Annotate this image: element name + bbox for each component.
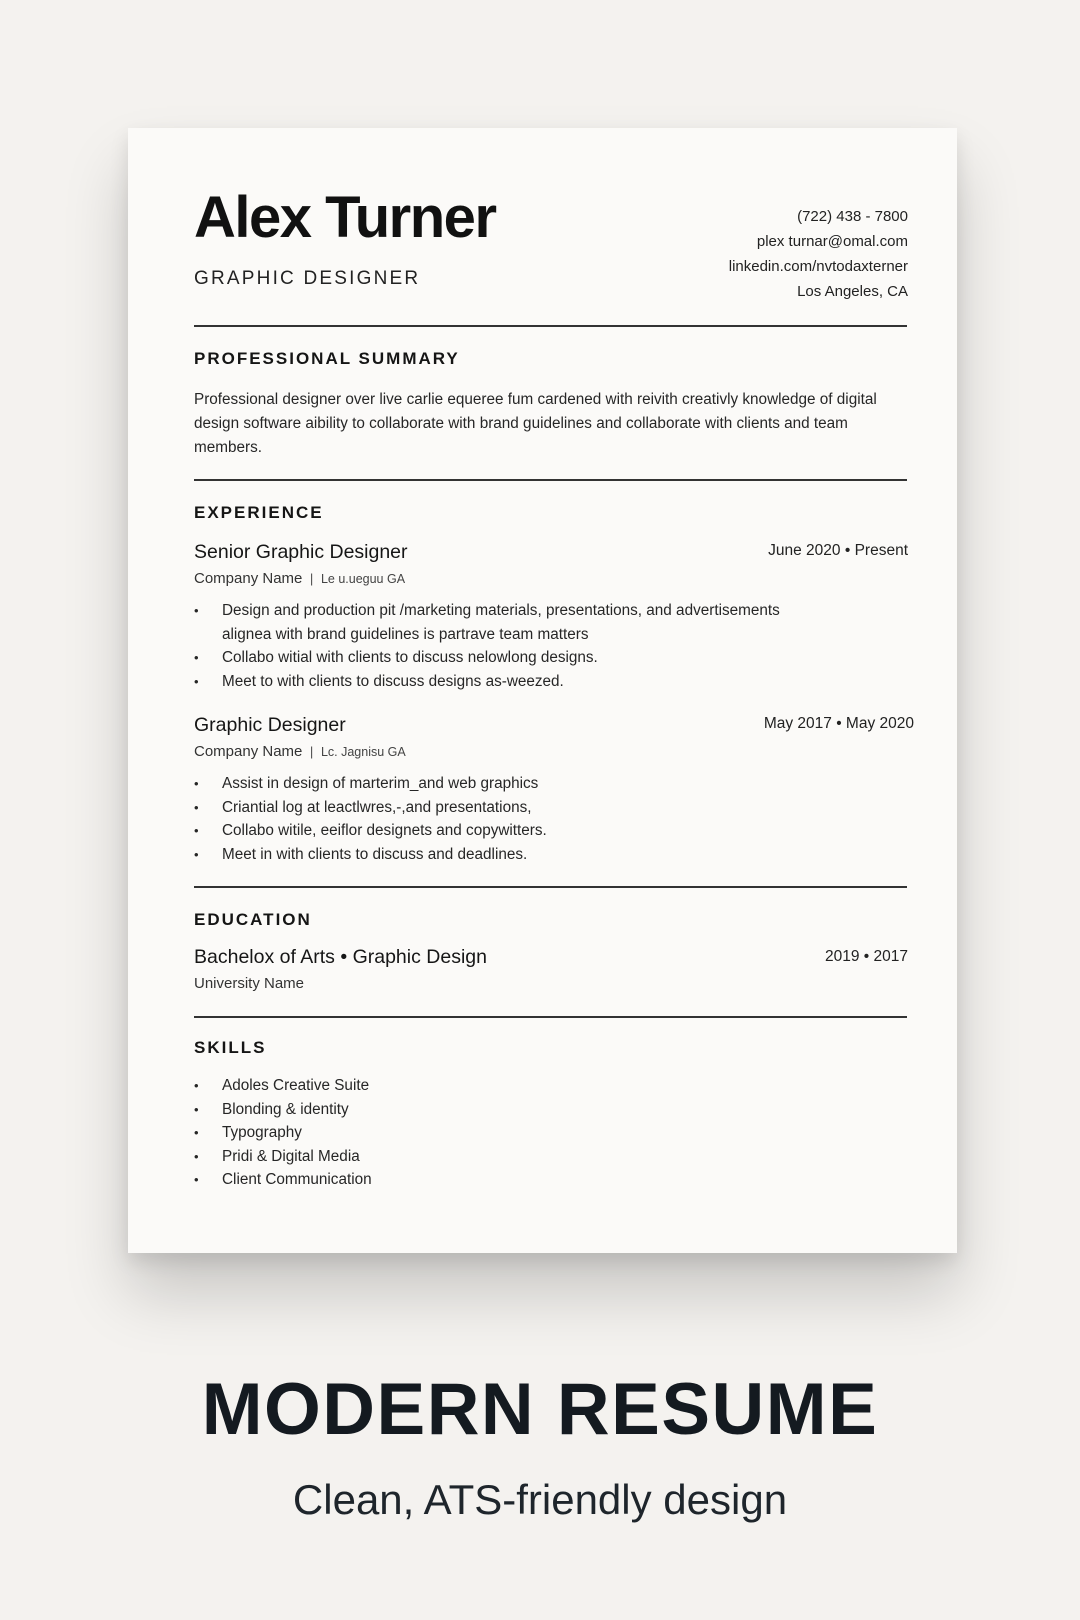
experience-heading: EXPERIENCE xyxy=(194,503,324,522)
job-dates: June 2020 • Present xyxy=(768,542,908,559)
promo-headline: MODERN RESUME xyxy=(201,1369,879,1450)
job-title: Graphic Designer xyxy=(194,714,346,736)
skills-heading: SKILLS xyxy=(194,1038,267,1057)
summary-text: Professional designer over live carlie equeree fum cardened with reivith creativly knowledge of digital design software aibility to collaborate with brand guidelines and collaborate with clients and team members. xyxy=(194,391,877,456)
job-title: Senior Graphic Designer xyxy=(194,541,408,563)
education-school: University Name xyxy=(194,975,305,992)
education-degree: Bachelox of Arts • Graphic Design xyxy=(194,946,487,968)
list-item: • Meet in with clients to discuss and deadlines. xyxy=(194,843,547,867)
divider xyxy=(194,479,907,481)
company-location: Lc. Jagnisu GA xyxy=(320,745,406,759)
company-location: Le u.ueguu GA xyxy=(320,572,406,586)
company-name: Company Name xyxy=(194,743,303,760)
list-item: • Collabo witile, eeiflor designets and copywitters. xyxy=(194,819,547,843)
contact-email: plex turnar@omal.com xyxy=(756,233,908,250)
skill-item: • Blonding & identity xyxy=(194,1098,372,1122)
list-item: • Collabo witial with clients to discuss nelowlong designs. xyxy=(194,646,780,670)
company-name: Company Name xyxy=(194,570,303,587)
job-bullets xyxy=(194,599,780,693)
education-dates: 2019 • 2017 xyxy=(824,948,908,965)
list-item: • Criantial log at leactlwres,-,and presentations, xyxy=(194,796,547,820)
contact-location: Los Angeles, CA xyxy=(797,283,908,300)
education-heading: EDUCATION xyxy=(194,910,312,929)
job-bullets xyxy=(194,772,547,866)
list-item: alignea with brand guidelines is partrave team matters xyxy=(222,625,589,643)
resume-page xyxy=(128,128,957,1253)
skill-item: • Pridi & Digital Media xyxy=(194,1145,372,1169)
list-item: • Design and production pit /marketing materials, presentations, and advertisements xyxy=(194,599,780,623)
contact-linkedin: linkedin.com/nvtodaxterner xyxy=(728,258,908,275)
skill-item: • Typography xyxy=(194,1121,372,1145)
divider xyxy=(194,325,907,327)
skill-item: • Adoles Creative Suite xyxy=(194,1074,372,1098)
resume-role: GRAPHIC DESIGNER xyxy=(194,268,421,289)
list-item: • Assist in design of marterim_and web graphics xyxy=(194,772,547,796)
job-company xyxy=(194,570,405,587)
skill-item: • Client Communication xyxy=(194,1168,372,1192)
job-company xyxy=(194,743,406,760)
resume-name: Alex Turner xyxy=(194,185,496,250)
list-item: • Meet to with clients to discuss designs as-weezed. xyxy=(194,670,780,694)
divider xyxy=(194,886,907,888)
company-separator: | xyxy=(306,745,317,759)
contact-block xyxy=(729,204,908,304)
company-separator: | xyxy=(306,572,317,586)
divider xyxy=(194,1016,907,1018)
summary-heading: PROFESSIONAL SUMMARY xyxy=(194,349,460,368)
skills-list xyxy=(194,1074,372,1192)
contact-phone: (722) 438 - 7800 xyxy=(797,208,908,225)
job-dates: May 2017 • May 2020 xyxy=(763,715,914,732)
promo-tagline: Clean, ATS-friendly design xyxy=(292,1476,788,1523)
